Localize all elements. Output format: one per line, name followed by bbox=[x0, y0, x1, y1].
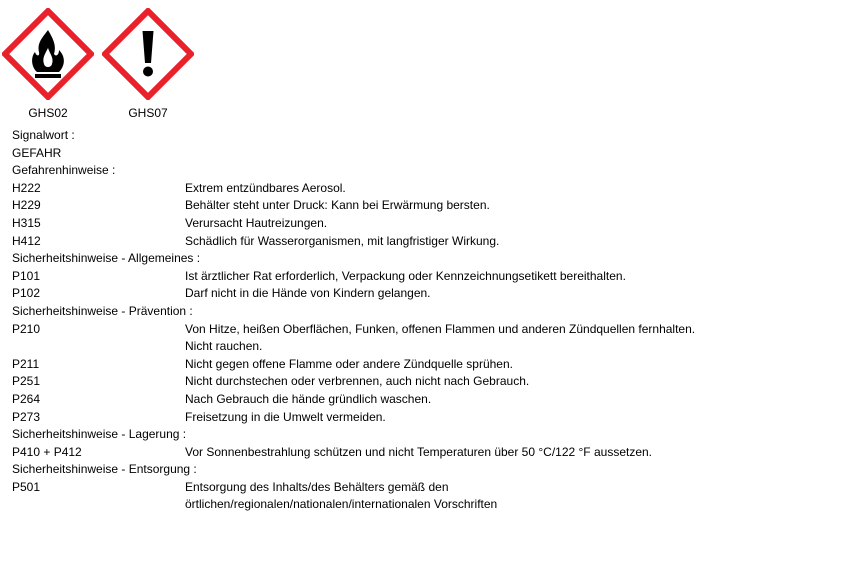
statement-row bbox=[12, 479, 832, 497]
statement-continuation bbox=[12, 338, 832, 356]
safety-statements bbox=[12, 127, 832, 514]
statement-continuation bbox=[12, 496, 832, 514]
storage-heading: Sicherheitshinweise - Lagerung : bbox=[12, 427, 187, 442]
statement-code: P101 bbox=[12, 268, 41, 283]
statement-text: Entsorgung des Inhalts/des Behälters gemäß den bbox=[185, 479, 449, 494]
statement-text: Verursacht Hautreizungen. bbox=[185, 215, 328, 230]
statement-row bbox=[12, 444, 832, 462]
statement-text: Ist ärztlicher Rat erforderlich, Verpackung oder Kennzeichnungsetikett bereithalten. bbox=[185, 268, 626, 283]
statement-text: Nicht gegen offene Flamme oder andere Zündquelle sprühen. bbox=[185, 356, 513, 371]
signal-word: GEFAHR bbox=[12, 145, 62, 160]
statement-code: H412 bbox=[12, 233, 41, 248]
prevention-heading: Sicherheitshinweise - Prävention : bbox=[12, 303, 193, 318]
statement-code: H229 bbox=[12, 198, 41, 213]
statement-text: örtlichen/regionalen/nationalen/internationalen Vorschriften bbox=[185, 497, 498, 512]
statement-row bbox=[12, 356, 832, 374]
disposal-heading: Sicherheitshinweise - Entsorgung : bbox=[12, 462, 197, 477]
ghs07-pictogram bbox=[102, 8, 194, 100]
statement-row bbox=[12, 180, 832, 198]
signal-word-heading: Signalwort : bbox=[12, 128, 75, 142]
flame-icon bbox=[2, 8, 94, 100]
statement-text: Extrem entzündbares Aerosol. bbox=[185, 180, 346, 195]
ghs02-label: GHS02 bbox=[28, 106, 68, 120]
statement-code: H222 bbox=[12, 180, 41, 195]
hazard-heading: Gefahrenhinweise : bbox=[12, 163, 116, 178]
statement-text: Vor Sonnenbestrahlung schützen und nicht Temperaturen über 50 °C/122 °F aussetzen. bbox=[185, 444, 653, 459]
statement-code: P102 bbox=[12, 286, 41, 301]
statement-row bbox=[12, 268, 832, 286]
statement-code: P210 bbox=[12, 321, 41, 336]
statement-text: Von Hitze, heißen Oberflächen, Funken, offenen Flammen und anderen Zündquellen fernhalten. bbox=[185, 321, 696, 336]
statement-text: Freisetzung in die Umwelt vermeiden. bbox=[185, 409, 386, 424]
ghs07-label: GHS07 bbox=[128, 106, 168, 120]
statement-row bbox=[12, 285, 832, 303]
statement-text: Behälter steht unter Druck: Kann bei Erwärmung bersten. bbox=[185, 198, 490, 213]
statement-text: Nach Gebrauch die hände gründlich waschen. bbox=[185, 391, 432, 406]
statement-code: H315 bbox=[12, 215, 41, 230]
general-heading: Sicherheitshinweise - Allgemeines : bbox=[12, 251, 201, 266]
statement-text: Nicht rauchen. bbox=[185, 339, 263, 354]
statement-row bbox=[12, 215, 832, 233]
statement-row bbox=[12, 391, 832, 409]
statement-text: Nicht durchstechen oder verbrennen, auch nicht nach Gebrauch. bbox=[185, 374, 530, 389]
statement-code: P251 bbox=[12, 374, 41, 389]
statement-text: Schädlich für Wasserorganismen, mit langfristiger Wirkung. bbox=[185, 233, 500, 248]
statement-row bbox=[12, 233, 832, 251]
statement-code: P501 bbox=[12, 479, 41, 494]
ghs02-pictogram bbox=[2, 8, 94, 100]
statement-code: P273 bbox=[12, 409, 41, 424]
statement-row bbox=[12, 197, 832, 215]
exclamation-mark-icon bbox=[102, 8, 194, 100]
statement-text: Darf nicht in die Hände von Kindern gelangen. bbox=[185, 286, 431, 301]
statement-row bbox=[12, 373, 832, 391]
statement-row bbox=[12, 409, 832, 427]
statement-row bbox=[12, 321, 832, 339]
statement-code: P410 + P412 bbox=[12, 444, 82, 459]
statement-code: P264 bbox=[12, 391, 41, 406]
statement-code: P211 bbox=[12, 356, 40, 371]
